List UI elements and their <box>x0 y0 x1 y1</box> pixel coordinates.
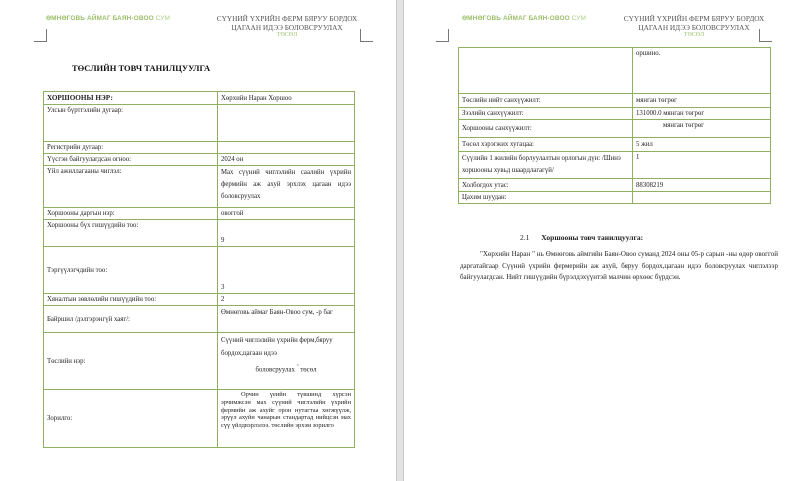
table-row <box>44 154 355 166</box>
project-info-table <box>43 91 355 448</box>
header-left-main: ӨМНӨГОВЬ АЙМАГ БАЯН-ОВОО <box>462 15 570 22</box>
intro-paragraph: "Хөрхийн Наран " нь Өмнөговь аймгийн Баян-Овоо суманд 2024 оны 05-р сарын -ны өдөр овоггой даргатайгаар Сүүний үхрийн фермерийн аж ахуй, бяруу бордох,цагаан идээ боловсруулах чиглэлээр байгуулагдсан. Нийт гишүүдийн бүрэлдэхүүнтэй малчин өрхөөс бүрдсэн. <box>460 250 778 281</box>
header-left <box>462 15 586 22</box>
table-row <box>44 390 355 448</box>
table-row <box>44 333 355 390</box>
table-row <box>44 306 355 333</box>
page-gutter <box>396 0 404 481</box>
row-label: Хоршооны бүх гишүүдийн тоо: <box>44 220 218 247</box>
table-row <box>44 294 355 306</box>
table-row <box>459 94 771 108</box>
row-value: Мах сүүний чиглэлийн саалийн үхрийн фермийн аж ахуй эрхлэх цагаан идээ боловсруулах <box>218 166 355 208</box>
row-label: Регистрийн дугаар: <box>44 142 218 154</box>
row-label: Байршил /дэлгэрэнгүй хаяг/: <box>44 306 218 333</box>
header-right-line1: СҮҮНИЙ ҮХРИЙН ФЕРМ БЯРУУ БОРДОХ <box>216 14 358 23</box>
corner-mark <box>34 29 47 42</box>
row-value: 2024 он <box>218 154 355 166</box>
table-row <box>459 179 771 192</box>
header-right <box>207 14 367 39</box>
table-row <box>44 92 355 105</box>
table-row <box>459 192 771 204</box>
row-value: 9 <box>218 220 355 247</box>
row-value: оршино. <box>633 48 771 94</box>
section-heading <box>520 233 643 242</box>
row-label: Төслийн нийт санхүүжилт: <box>459 94 633 108</box>
row-label: Холбогдох утас: <box>459 179 633 192</box>
row-value: Өмнөговь аймаг Баян-Овоо сум, -р баг <box>218 306 355 333</box>
table-row <box>459 108 771 120</box>
project-finance-table <box>458 47 771 204</box>
table-row <box>44 220 355 247</box>
row-value: 3 <box>218 247 355 294</box>
header-right-line1: СҮҮНИЙ ҮХРИЙН ФЕРМ БЯРУУ БОРДОХ <box>623 14 765 23</box>
header-right-line3: ТӨСӨЛ <box>683 32 705 38</box>
row-label: Хоршооны даргын нэр: <box>44 208 218 220</box>
row-value: мянган төгрөг <box>633 120 771 138</box>
table-row <box>44 142 355 154</box>
corner-mark <box>759 29 772 42</box>
row-label: Төслийн нэр: <box>44 333 218 390</box>
row-label: Хоршооны санхүүжилт: <box>459 120 633 138</box>
row-label: Зээлийн санхүүжилт: <box>459 108 633 120</box>
row-label: Улсын бүртгэлийн дугаар: <box>44 105 218 142</box>
table-row <box>459 48 771 94</box>
row-value: 2 <box>218 294 355 306</box>
page-title: ТӨСЛИЙН ТОВЧ ТАНИЛЦУУЛГА <box>72 63 211 73</box>
row-label: Сүүлийн 1 жилийн борлуулалтын орлогын дүн: /Шинэ хоршооны хувьд шаардлагагүй/ <box>459 152 633 179</box>
row-label: ХОРШООНЫ НЭР: <box>44 92 218 105</box>
row-label: Төсөл хэрэгжих хугацаа: <box>459 138 633 152</box>
row-value <box>633 192 771 204</box>
table-row <box>44 166 355 208</box>
header-left <box>46 15 170 22</box>
row-value: 88308219 <box>633 179 771 192</box>
row-label: Тэргүүлэгчдийн тоо: <box>44 247 218 294</box>
header-left-sub: СУМ <box>571 15 586 22</box>
header-right <box>614 14 774 39</box>
row-label: Үүсгэн байгуулагдсан огноо: <box>44 154 218 166</box>
row-value: Орчин үеийн түвшинд хүрсэн эрчимжсэн мах сүүний чиглэлийн үхрийн фермийн аж ахуйг орон нутагтаа хөгжүүлж, эрүүл ахуйн чанарын стандартад нийцсэн мах сүү үйлдвэрлэлээ. төслийн эрхэм зорилго <box>218 390 355 448</box>
project-name-line: Сүүний чиглэлийн үхрийн ферм,бяруу бордох,цагаан идээ <box>221 337 333 357</box>
header-left-sub: СУМ <box>155 15 170 22</box>
section-title: Хоршооны товч танилцуулга: <box>541 233 644 242</box>
row-value: 5 жил <box>633 138 771 152</box>
row-label: Хяналтын зөвлөлийн гишүүдийн тоо: <box>44 294 218 306</box>
row-label: Цахим шуудан: <box>459 192 633 204</box>
document-page-right <box>404 0 788 481</box>
row-value <box>218 105 355 142</box>
row-label: Үйл ажиллагааны чиглэл: <box>44 166 218 208</box>
project-name-line: боловсруулах " төсөл <box>255 365 317 374</box>
table-row <box>459 120 771 138</box>
header-right-line2: ЦАГААН ИДЭЭ БОЛОВСРУУЛАХ <box>231 23 343 32</box>
row-value <box>218 142 355 154</box>
table-row <box>44 105 355 142</box>
corner-mark <box>360 29 373 42</box>
table-row <box>459 138 771 152</box>
header-right-line2: ЦАГААН ИДЭЭ БОЛОВСРУУЛАХ <box>638 23 750 32</box>
project-name-mark: " <box>296 365 299 370</box>
header-left-main: ӨМНӨГОВЬ АЙМАГ БАЯН-ОВОО <box>46 15 154 22</box>
table-row <box>459 152 771 179</box>
section-number: 2.1 <box>520 233 530 242</box>
row-value: 131000.0 мянган төгрөг <box>633 108 771 120</box>
table-row <box>44 247 355 294</box>
table-row <box>44 208 355 220</box>
header-right-line3: ТӨСӨЛ <box>276 32 298 38</box>
row-value: овоггой <box>218 208 355 220</box>
row-label: Зорилго: <box>44 390 218 448</box>
corner-mark <box>436 29 449 42</box>
row-value: мянган төгрөг <box>633 94 771 108</box>
row-value <box>218 333 355 390</box>
row-value: 1 <box>633 152 771 179</box>
row-value: Хөрхийн Наран Хоршоо <box>218 92 355 105</box>
